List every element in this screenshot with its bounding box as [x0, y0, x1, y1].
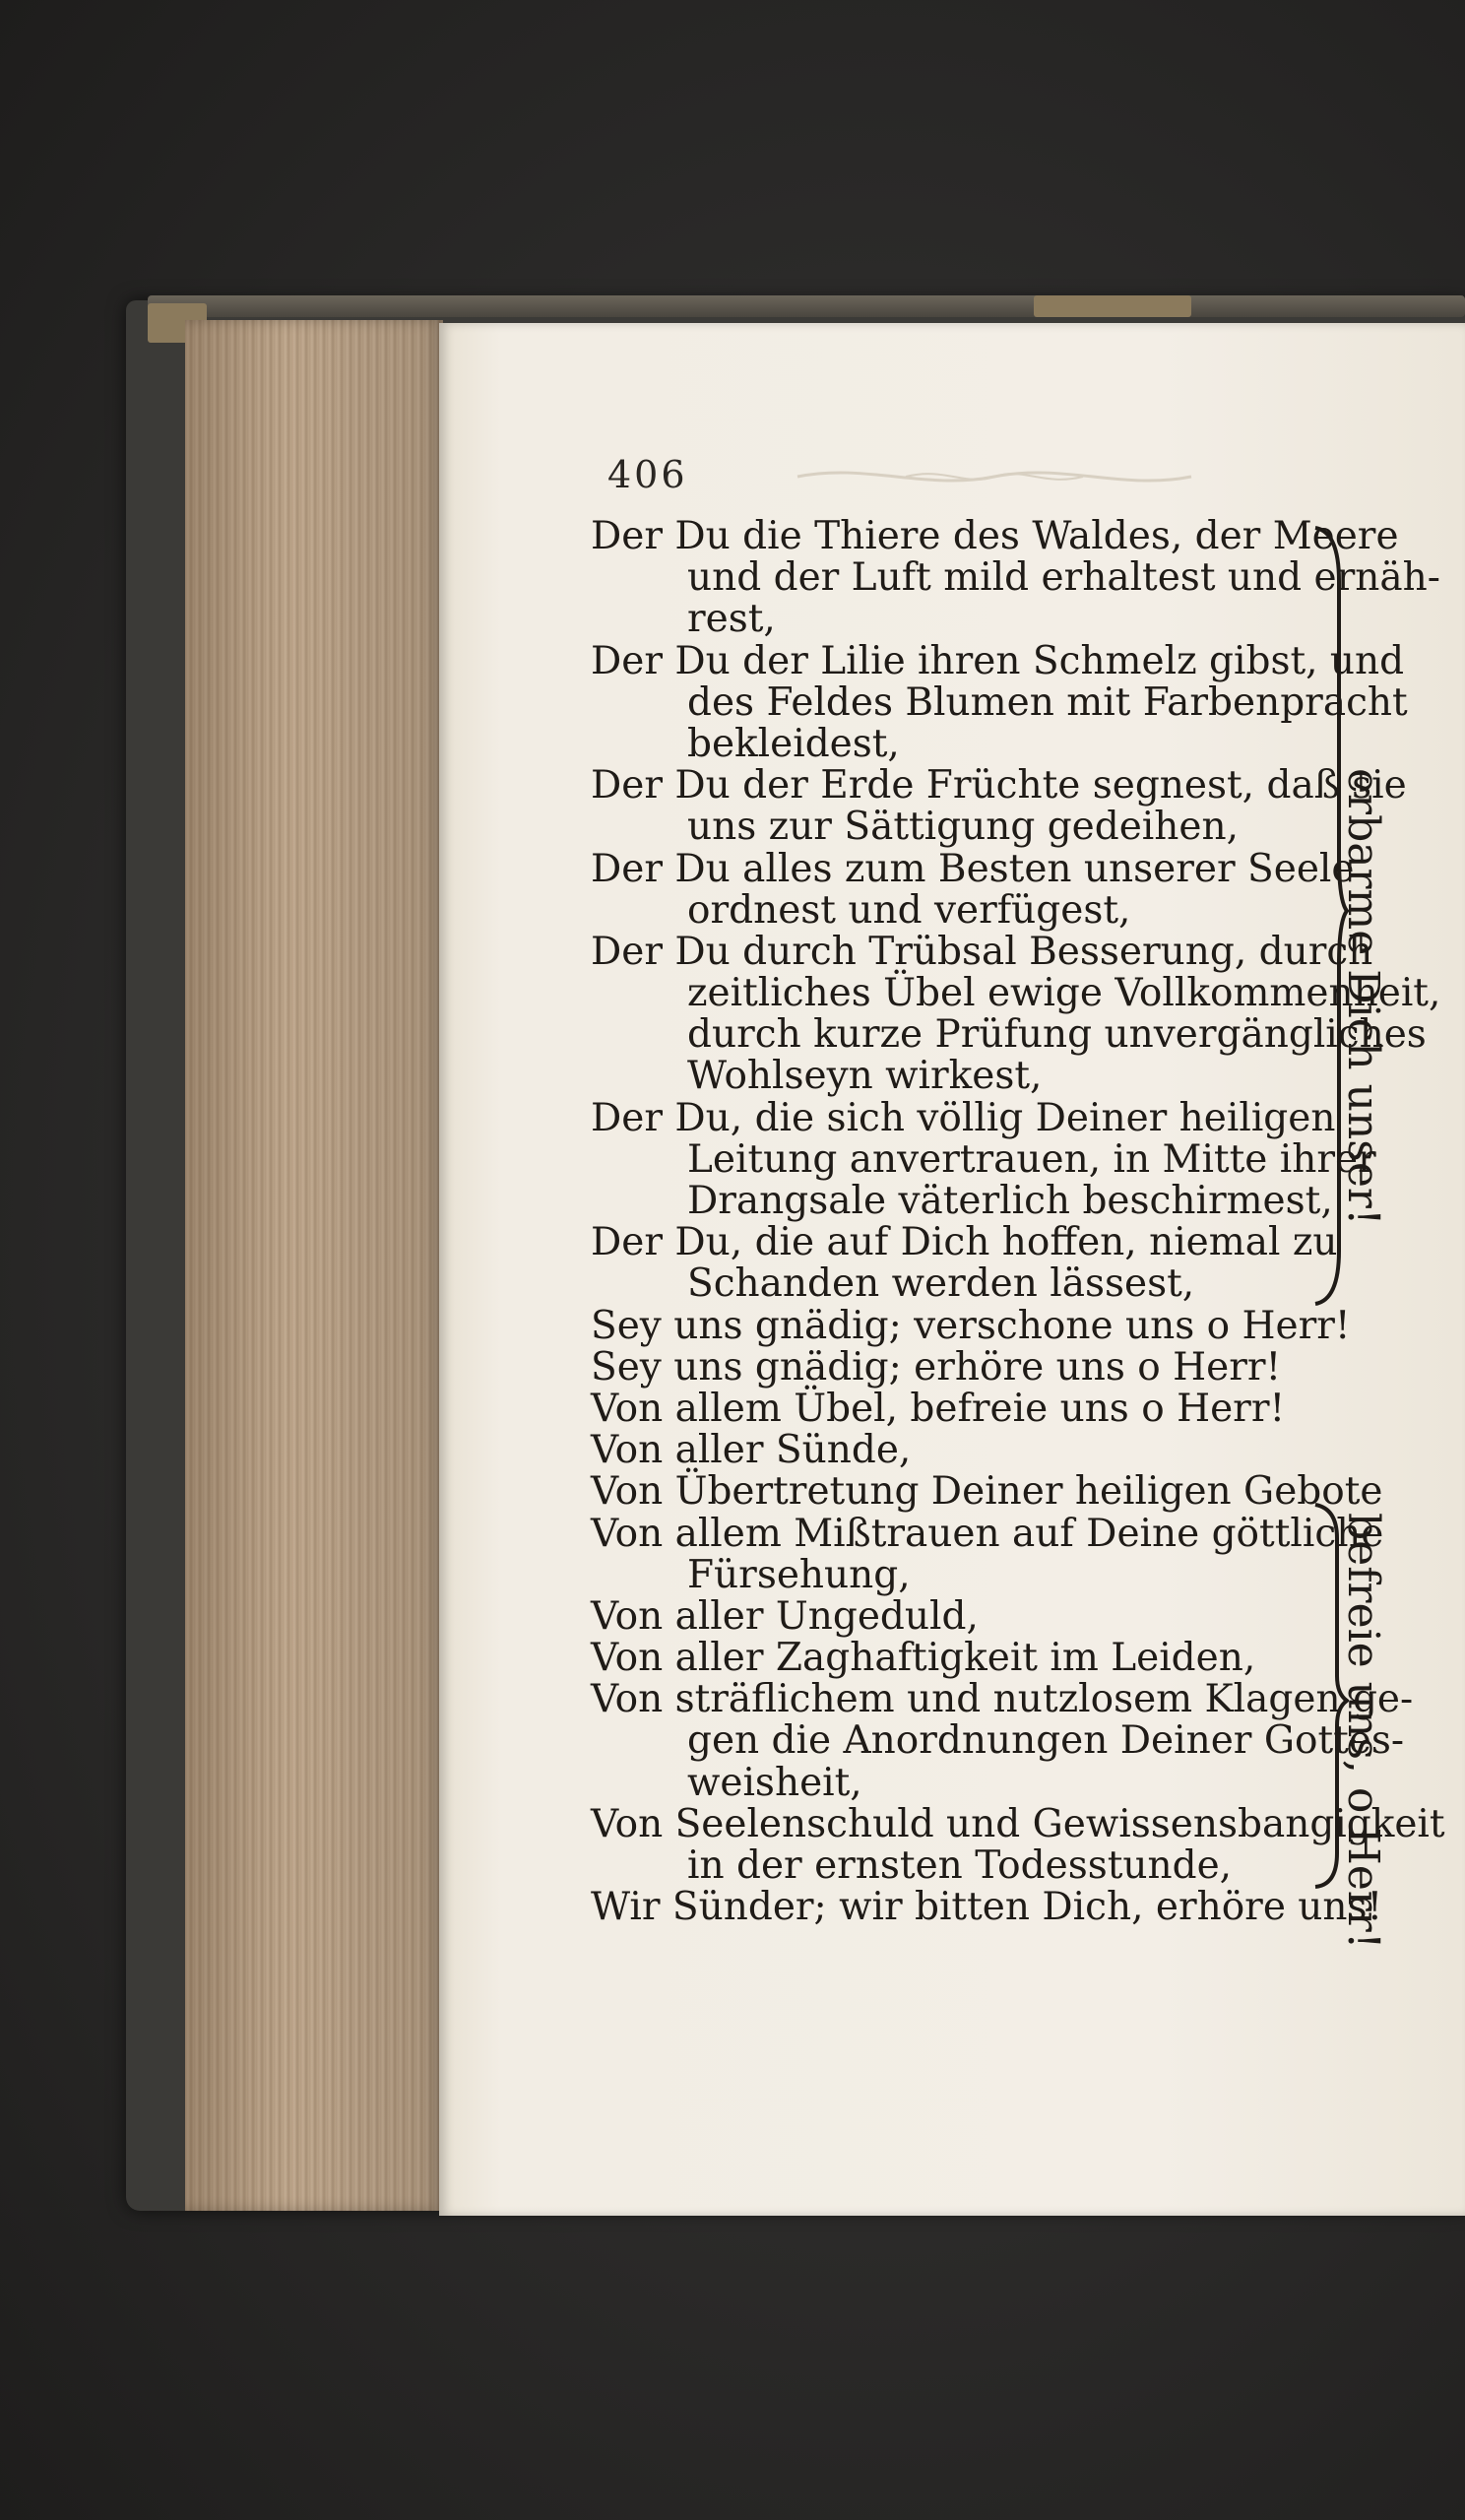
text-line: Sey uns gnädig; erhöre uns o Herr! — [591, 1344, 1282, 1389]
text-line: Der Du alles zum Besten unserer Seele — [591, 846, 1355, 891]
text-line: bekleidest, — [687, 721, 900, 766]
page-edges-shading — [185, 320, 443, 2211]
side-refrain-top: erbarme Dich unser! — [1338, 768, 1388, 1226]
text-line: Wohlseyn wirkest, — [687, 1054, 1043, 1099]
text-line: zeitliches Übel ewige Vollkommenheit, — [687, 971, 1441, 1016]
text-line: Der Du der Erde Früchte segnest, daß sie — [591, 763, 1407, 808]
side-refrain-bottom: befreie uns, o Herr! — [1338, 1513, 1388, 1950]
page-number: 406 — [607, 453, 688, 496]
book-cover-top-edge — [148, 295, 1465, 317]
text-line: Von Übertretung Deiner heiligen Gebote — [591, 1469, 1383, 1515]
text-line: Der Du, die auf Dich hoffen, niemal zu — [591, 1220, 1338, 1265]
text-line: Der Du, die sich völlig Deiner heiligen — [591, 1095, 1336, 1140]
text-line: Schanden werden lässest, — [687, 1261, 1195, 1307]
worn-cover-spot — [1034, 295, 1191, 317]
header-ornament — [788, 459, 1201, 494]
text-line: ordnest und verfügest, — [687, 887, 1131, 933]
text-line: rest, — [687, 597, 776, 642]
text-line: Von aller Ungeduld, — [591, 1593, 979, 1639]
text-line: Der Du der Lilie ihren Schmelz gibst, und — [591, 638, 1405, 683]
text-line: uns zur Sättigung gedeihen, — [687, 805, 1239, 850]
text-line: durch kurze Prüfung unvergängliches — [687, 1012, 1427, 1058]
text-line: Fürsehung, — [687, 1552, 911, 1597]
text-line: Von allem Mißtrauen auf Deine göttliche — [591, 1511, 1384, 1556]
text-line: Wir Sünder; wir bitten Dich, erhöre uns! — [591, 1885, 1383, 1930]
text-line: weisheit, — [687, 1760, 862, 1805]
text-line: Von aller Zaghaftigkeit im Leiden, — [591, 1636, 1256, 1681]
text-line: Von Seelenschuld und Gewissensbangigkeit — [591, 1801, 1445, 1846]
text-line: Der Du durch Trübsal Besserung, durch — [591, 929, 1373, 974]
text-line: Leitung anvertrauen, in Mitte ihrer — [687, 1136, 1376, 1182]
text-line: und der Luft mild erhaltest und ernäh- — [687, 555, 1440, 601]
text-line: Von aller Sünde, — [591, 1428, 912, 1473]
text-line: Von sträflichem und nutzlosem Klagen ge- — [591, 1677, 1414, 1722]
text-line: Sey uns gnädig; verschone uns o Herr! — [591, 1303, 1351, 1348]
text-line: in der ernsten Todesstunde, — [687, 1843, 1233, 1888]
text-line: des Feldes Blumen mit Farbenpracht — [687, 679, 1408, 725]
text-line: Drangsale väterlich beschirmest, — [687, 1179, 1333, 1223]
text-line: gen die Anordnungen Deiner Gottes- — [687, 1718, 1405, 1764]
text-line: Von allem Übel, befreie uns o Herr! — [591, 1386, 1286, 1431]
text-line: Der Du die Thiere des Waldes, der Meere — [591, 514, 1399, 558]
